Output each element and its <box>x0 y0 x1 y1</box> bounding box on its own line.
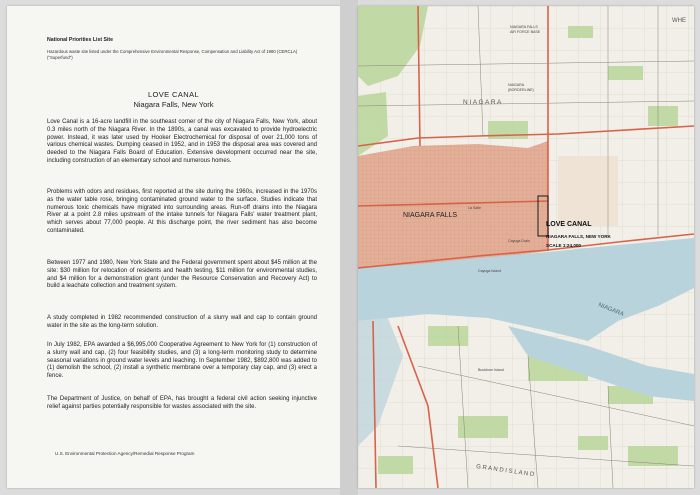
paragraph-agreement: In July 1982, EPA awarded a $6,995,000 Cooperative Agreement to New York for (1) construction of a slurry wall and cap, (2) four feasibility studies, and (3) a long-term monitoring study to determine seasonal variations in ground water levels and leaching. In September 1982, $892,800 was added to (1) demolish the school, (2) install a synthetic membrane over a temporary clay cap, and (3) erect a fence. <box>47 342 317 379</box>
map-small-label: Cayuga Drain <box>508 239 530 243</box>
paragraph-study: A study completed in 1982 recommended construction of a slurry wall and cap to contain ground water in the site as the long-term solution. <box>47 315 317 329</box>
map-site-location: NIAGARA FALLS, NEW YORK <box>546 234 611 239</box>
map-label-niagara: N I A G A R A <box>463 99 502 106</box>
map-label-river: NIAGARA <box>597 302 625 318</box>
page-footer: U.S. Environmental Protection Agency/Remedial Response Program <box>55 451 195 456</box>
site-title: LOVE CANAL <box>147 90 200 99</box>
paragraph-history: Love Canal is a 16-acre landfill in the southeast corner of the city of Niagara Falls, New York, about 0.3 miles north of the Niagara River. In the 1890s, a canal was excavated to provide hydroelectric power. Instead, it was later used by Hooker Electrochemical for disposal of over 21,000 tons of various chemical wastes. Dumping ceased in 1952, and in 1953 the disposal area was covered and deeded to the Niagara Falls Board of Education. Extensive development occurred near the site, including construction of an elementary school and numerous homes. <box>47 119 317 164</box>
text-page <box>7 6 340 488</box>
map-small-label: NIAGARA FALLS <box>510 25 538 29</box>
map-small-label: AIR FORCE BASE <box>510 30 541 34</box>
site-list-header: National Priorities List Site <box>47 37 114 43</box>
book-spine <box>340 0 358 495</box>
paragraph-funding: Between 1977 and 1980, New York State and the Federal government spent about $45 million at the site: $30 million for relocation of residents and health testing, $11 million for environmental studies, and $4 million for a demonstration grant (under the Resource Conservation and Recovery Act) to build a leachate collection and treatment system. <box>47 260 317 290</box>
site-list-subheader: Hazardous waste site listed under the Comprehensive Environmental Response, Compensation and Liability Act of 1980 (CERCLA) ("Superfund") <box>47 49 298 60</box>
map-small-label: NIAGARA <box>508 83 525 87</box>
map-small-label: (BORDERLINE) <box>508 88 534 92</box>
map-site-label: LOVE CANAL <box>546 221 592 228</box>
paragraph-justice: The Department of Justice, on behalf of EPA, has brought a federal civil action seeking injunctive relief against parties potentially responsible for wastes associated with the site. <box>47 396 317 410</box>
map-label-niagara-falls: NIAGARA FALLS <box>403 212 458 219</box>
site-location: Niagara Falls, New York <box>133 100 214 109</box>
map-page <box>358 6 694 488</box>
map-scale: SCALE 1:24,000 <box>546 243 581 248</box>
map-small-label: Cayuga Island <box>478 269 501 273</box>
map-label-corner: WHE <box>672 18 686 24</box>
map-small-label: Buckhorn Island <box>478 368 504 372</box>
paragraph-problems: Problems with odors and residues, first reported at the site during the 1960s, increased in the 1970s as the water table rose, bringing contaminated ground water to the surface. Studies indicate that numerous toxic chemicals have migrated into surrounding areas. Run-off drains into the Niagara River at a point 2.8 miles upstream of the intake tunnels for Niagara Falls' water treatment plant, which serves about 77,000 people. At this discharge point, the river sediment has also become contaminated. <box>47 189 317 234</box>
map-small-label: La Salle <box>468 206 481 210</box>
topographic-map <box>358 6 694 488</box>
map-label-grand-island: G R A N D I S L A N D <box>475 464 535 479</box>
